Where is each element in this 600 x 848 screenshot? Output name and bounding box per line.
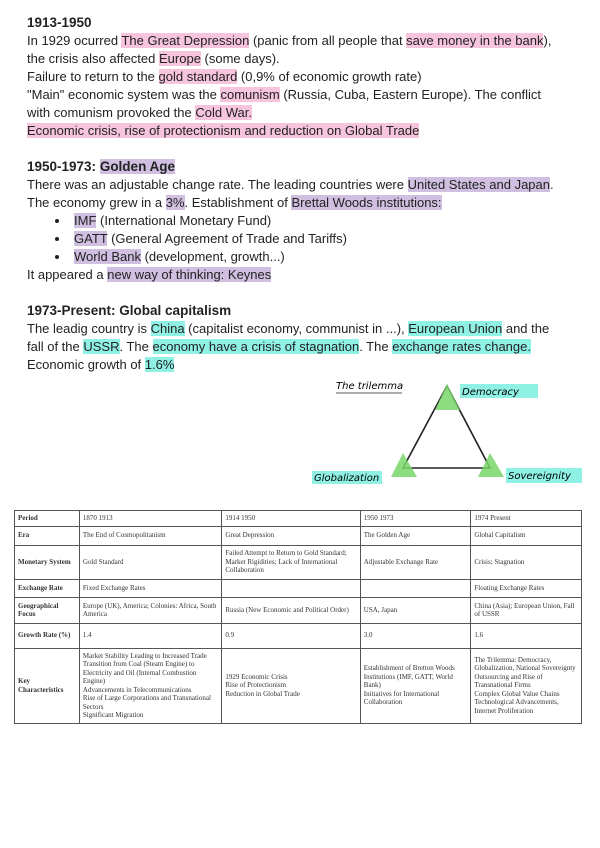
- section-heading: 1913-1950: [27, 15, 92, 30]
- table-cell: Adjustable Exchange Rate: [360, 545, 471, 579]
- table-cell: 1.4: [79, 623, 221, 648]
- table-cell: Market Stability Leading to Increased Trade Transition from Coal (Steam Engine) to Electricity and Oil (Internal Combustion Engine) Advancements in Telecommunications Rise of Large Corporations and Transnational Sectors Significant Migration: [79, 648, 221, 723]
- section-1913-1950: [27, 14, 587, 140]
- table-header-cell: 1974 Present: [471, 511, 582, 527]
- table-cell: [222, 579, 360, 597]
- trilemma-diagram: [310, 378, 590, 488]
- text-line: Economic growth of 1.6%: [27, 357, 175, 372]
- text-line: Economic crisis, rise of protectionism and reduction on Global Trade: [27, 123, 420, 138]
- table-cell: Fixed Exchange Rates: [79, 579, 221, 597]
- table-cell: 1929 Economic Crisis Rise of Protectionism Reduction in Global Trade: [222, 648, 360, 723]
- table-cell: Establishment of Bretton Woods Institutions (IMF, GATT, World Bank) Initiatives for International Collaboration: [360, 648, 471, 723]
- table-cell: [360, 579, 471, 597]
- table-row: [15, 623, 582, 648]
- vertex-marker-left: [391, 453, 417, 477]
- text-line: Failure to return to the gold standard (0,9% of economic growth rate): [27, 69, 422, 84]
- text-line: fall of the USSR. The economy have a crisis of stagnation. The exchange rates change.: [27, 339, 531, 354]
- table-cell: Floating Exchange Rates: [471, 579, 582, 597]
- table-row-label: Geographical Focus: [15, 597, 80, 623]
- vertex-marker-right: [478, 453, 504, 477]
- table-row: [15, 526, 582, 545]
- section-heading: 1973-Present: Global capitalism: [27, 303, 232, 318]
- table-row-label: Exchange Rate: [15, 579, 80, 597]
- table-header-cell: 1870 1913: [79, 511, 221, 527]
- text-line: the crisis also affected Europe (some days).: [27, 51, 280, 66]
- periods-table: [14, 510, 582, 724]
- list-item: • GATT (General Agreement of Trade and Tariffs): [70, 230, 587, 248]
- vertex-marker-top: [435, 384, 460, 410]
- table-row: [15, 597, 582, 623]
- section-1950-1973: [27, 158, 587, 284]
- table-row-label: Key Characteristics: [15, 648, 80, 723]
- table-cell: 3.0: [360, 623, 471, 648]
- table-row-label: Monetary System: [15, 545, 80, 579]
- table-row: [15, 545, 582, 579]
- vertex-label-left: Globalization: [314, 473, 380, 484]
- table-cell: 0.9: [222, 623, 360, 648]
- notes: [27, 14, 587, 392]
- table-cell: Gold Standard: [79, 545, 221, 579]
- table-cell: Failed Attempt to Return to Gold Standard; Market Rigidities; Lack of International Collaboration: [222, 545, 360, 579]
- list-item: • World Bank (development, growth...): [70, 248, 587, 266]
- diagram-title: The trilemma: [336, 381, 404, 392]
- table-cell: Global Capitalism: [471, 526, 582, 545]
- table-header-cell: Period: [15, 511, 80, 527]
- table-header-cell: 1914 1950: [222, 511, 360, 527]
- section-1973-present: [27, 302, 587, 374]
- table-row-label: Era: [15, 526, 80, 545]
- vertex-label-top: Democracy: [462, 387, 519, 398]
- table-cell: China (Asia); European Union, Fall of USSR: [471, 597, 582, 623]
- table-header-row: [15, 511, 582, 527]
- table-row: [15, 579, 582, 597]
- table-header-cell: 1950 1973: [360, 511, 471, 527]
- text-line: The leadig country is China (capitalist economy, communist in ...), European Union and the: [27, 321, 550, 336]
- text-line: The economy grew in a 3%. Establishment of Brettal Woods institutions:: [27, 195, 442, 210]
- table-cell: The Trilemma: Democracy, Globalization, National Sovereignty Outsourcing and Rise of Transnational Firms Complex Global Value Chains Technological Advancements, Internet Proliferation: [471, 648, 582, 723]
- text-line: It appeared a new way of thinking: Keynes: [27, 267, 272, 282]
- table-cell: 1.6: [471, 623, 582, 648]
- vertex-label-right: Sovereignity: [508, 471, 571, 482]
- table-row: [15, 648, 582, 723]
- list-item: • IMF (International Monetary Fund): [70, 212, 587, 230]
- text-line: In 1929 ocurred The Great Depression (panic from all people that save money in the bank),: [27, 33, 552, 48]
- table-cell: The End of Cosmopolitanism: [79, 526, 221, 545]
- table-cell: Europe (UK), America; Colonies: Africa, South America: [79, 597, 221, 623]
- text-line: with comunism provoked the Cold War.: [27, 105, 252, 120]
- table-cell: Crisis; Stagnation: [471, 545, 582, 579]
- bullet-list: [27, 212, 587, 266]
- section-heading: 1950-1973: Golden Age: [27, 159, 176, 174]
- table-cell: Great Depression: [222, 526, 360, 545]
- table-cell: Russia (New Economic and Political Order): [222, 597, 360, 623]
- table-row-label: Growth Rate (%): [15, 623, 80, 648]
- table-cell: The Golden Age: [360, 526, 471, 545]
- text-line: "Main" economic system was the comunism (Russia, Cuba, Eastern Europe). The conflict: [27, 87, 542, 102]
- text-line: There was an adjustable change rate. The leading countries were United States and Japan.: [27, 177, 554, 192]
- table-cell: USA, Japan: [360, 597, 471, 623]
